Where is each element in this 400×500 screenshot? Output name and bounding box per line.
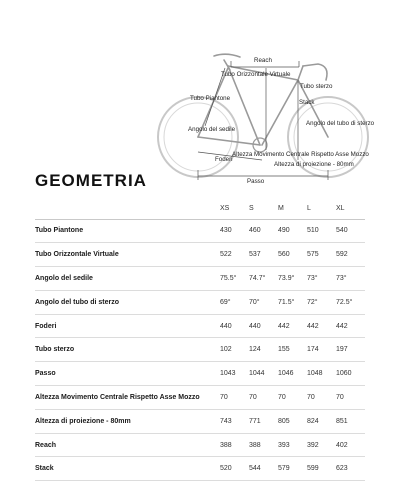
row-value: 70 bbox=[249, 393, 257, 401]
row-value: 1060 bbox=[336, 370, 352, 378]
row-value: 72° bbox=[307, 298, 318, 306]
row-value: 430 bbox=[220, 227, 232, 235]
row-value: 510 bbox=[307, 227, 319, 235]
size-header: S bbox=[249, 199, 278, 219]
row-value: 70 bbox=[307, 393, 315, 401]
row-value: 743 bbox=[220, 417, 232, 425]
row-value: 1048 bbox=[307, 370, 323, 378]
size-header: L bbox=[307, 199, 336, 219]
row-label: Altezza di proiezione - 80mm bbox=[35, 417, 131, 425]
row-value: 75.5° bbox=[220, 274, 237, 282]
label-stack: Stack bbox=[299, 99, 315, 106]
table-row bbox=[35, 386, 365, 410]
row-label: Angolo del tubo di sterzo bbox=[35, 298, 119, 306]
label-wheelbase: Passo bbox=[247, 178, 265, 185]
table-row bbox=[35, 338, 365, 362]
size-header: XS bbox=[220, 199, 249, 219]
row-value: 392 bbox=[307, 441, 319, 449]
row-value: 442 bbox=[278, 322, 290, 330]
row-value: 69° bbox=[220, 298, 231, 306]
row-value: 771 bbox=[249, 417, 261, 425]
row-value: 72.5° bbox=[336, 298, 353, 306]
label-seat-angle: Angolo del sedile bbox=[188, 126, 236, 133]
row-label: Foderi bbox=[35, 322, 57, 330]
row-label: Altezza Movimento Centrale Rispetto Asse Mozzo bbox=[35, 393, 200, 401]
row-value: 522 bbox=[220, 251, 232, 259]
row-value: 490 bbox=[278, 227, 290, 235]
table-row bbox=[35, 409, 365, 433]
row-value: 442 bbox=[307, 322, 319, 330]
row-value: 537 bbox=[249, 251, 261, 259]
row-label: Tubo sterzo bbox=[35, 346, 75, 354]
row-value: 540 bbox=[336, 227, 348, 235]
table-row bbox=[35, 219, 365, 243]
row-value: 623 bbox=[336, 465, 348, 473]
row-value: 1043 bbox=[220, 370, 236, 378]
row-value: 824 bbox=[307, 417, 319, 425]
row-value: 442 bbox=[336, 322, 348, 330]
row-value: 197 bbox=[336, 346, 348, 354]
row-value: 73° bbox=[336, 274, 347, 282]
row-label: Angolo del sedile bbox=[35, 274, 93, 282]
row-value: 1044 bbox=[249, 370, 265, 378]
row-value: 102 bbox=[220, 346, 232, 354]
geometry-table bbox=[35, 199, 365, 481]
row-value: 805 bbox=[278, 417, 290, 425]
table-row bbox=[35, 243, 365, 267]
label-head-angle: Angolo del tubo di sterzo bbox=[306, 120, 375, 127]
label-chainstays: Foderi bbox=[215, 156, 233, 163]
row-value: 174 bbox=[307, 346, 319, 354]
table-row bbox=[35, 314, 365, 338]
row-label: Tubo Orizzontale Virtuale bbox=[35, 251, 119, 259]
row-value: 592 bbox=[336, 251, 348, 259]
size-header: XL bbox=[336, 199, 365, 219]
label-bb-drop: Altezza Movimento Centrale Rispetto Asse Mozzo bbox=[232, 151, 369, 158]
row-value: 520 bbox=[220, 465, 232, 473]
row-value: 70 bbox=[220, 393, 228, 401]
table-row bbox=[35, 457, 365, 481]
table-header-row bbox=[35, 199, 365, 219]
row-label: Tubo Piantone bbox=[35, 227, 84, 235]
row-value: 599 bbox=[307, 465, 319, 473]
label-seat-tube: Tubo Piantone bbox=[190, 95, 231, 102]
row-label: Passo bbox=[35, 370, 56, 378]
row-value: 73° bbox=[307, 274, 318, 282]
row-value: 70 bbox=[278, 393, 286, 401]
label-reach: Reach bbox=[254, 57, 272, 64]
table-row bbox=[35, 362, 365, 386]
row-value: 388 bbox=[220, 441, 232, 449]
row-value: 851 bbox=[336, 417, 348, 425]
label-standover: Altezza di proiezione - 80mm bbox=[274, 161, 354, 168]
table-header-label bbox=[35, 199, 220, 219]
row-value: 73.9° bbox=[278, 274, 295, 282]
row-label: Stack bbox=[35, 465, 54, 473]
row-value: 575 bbox=[307, 251, 319, 259]
table-row bbox=[35, 267, 365, 291]
row-value: 1046 bbox=[278, 370, 294, 378]
row-value: 155 bbox=[278, 346, 290, 354]
row-value: 70° bbox=[249, 298, 260, 306]
page-title: GEOMETRIA bbox=[35, 171, 147, 190]
row-label: Reach bbox=[35, 441, 57, 449]
row-value: 402 bbox=[336, 441, 348, 449]
row-value: 388 bbox=[249, 441, 261, 449]
row-value: 460 bbox=[249, 227, 261, 235]
label-head-tube: Tubo sterzo bbox=[300, 83, 333, 90]
row-value: 440 bbox=[249, 322, 261, 330]
row-value: 74.7° bbox=[249, 274, 266, 282]
row-value: 440 bbox=[220, 322, 232, 330]
row-value: 560 bbox=[278, 251, 290, 259]
geometry-table-body bbox=[35, 219, 365, 481]
size-header: M bbox=[278, 199, 307, 219]
label-top-tube: Tubo Orizzontale Virtuale bbox=[221, 71, 291, 78]
row-value: 70 bbox=[336, 393, 344, 401]
row-value: 124 bbox=[249, 346, 261, 354]
row-value: 544 bbox=[249, 465, 261, 473]
row-value: 393 bbox=[278, 441, 290, 449]
row-value: 579 bbox=[278, 465, 290, 473]
row-value: 71.5° bbox=[278, 298, 295, 306]
table-row bbox=[35, 290, 365, 314]
table-row bbox=[35, 433, 365, 457]
